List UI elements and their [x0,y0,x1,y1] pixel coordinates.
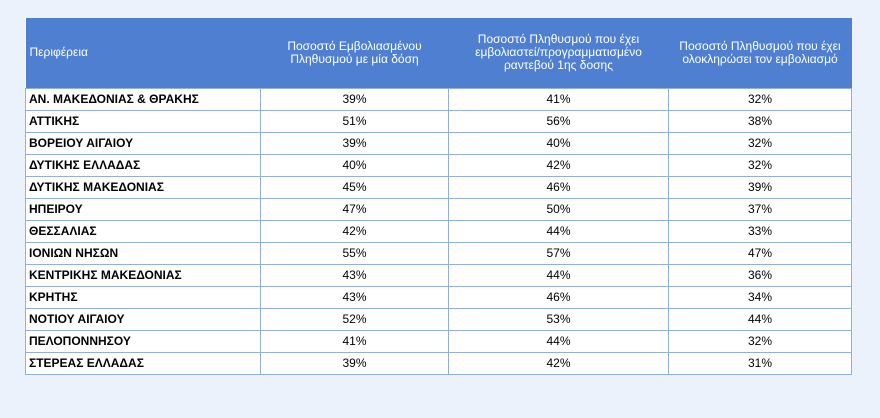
cell-region: ΙΟΝΙΩΝ ΝΗΣΩΝ [26,242,261,264]
table-row [26,220,852,242]
header-one-dose-pct: Ποσοστό Εμβολιασμένου Πληθυσμού με μία δόση [287,38,422,66]
cell-region: ΔΥΤΙΚΗΣ ΕΛΛΑΔΑΣ [26,154,261,176]
cell-vaccinated-or-scheduled-pct: 53% [449,308,669,330]
table-row [26,110,852,132]
table-row [26,264,852,286]
cell-vaccinated-or-scheduled-pct: 40% [449,132,669,154]
cell-region: ΑΝ. ΜΑΚΕΔΟΝΙΑΣ & ΘΡΑΚΗΣ [26,88,261,110]
cell-vaccinated-or-scheduled-pct: 44% [449,220,669,242]
cell-vaccinated-or-scheduled-pct: 42% [449,352,669,374]
header-row [26,18,852,88]
cell-fully-vaccinated-pct: 33% [669,220,852,242]
cell-vaccinated-or-scheduled-pct: 46% [449,286,669,308]
table-row [26,242,852,264]
table-row [26,176,852,198]
cell-one-dose-pct: 40% [261,154,449,176]
cell-fully-vaccinated-pct: 36% [669,264,852,286]
cell-region: ΔΥΤΙΚΗΣ ΜΑΚΕΔΟΝΙΑΣ [26,176,261,198]
cell-vaccinated-or-scheduled-pct: 44% [449,330,669,352]
cell-one-dose-pct: 39% [261,88,449,110]
cell-vaccinated-or-scheduled-pct: 50% [449,198,669,220]
table-row [26,308,852,330]
cell-region: ΚΕΝΤΡΙΚΗΣ ΜΑΚΕΔΟΝΙΑΣ [26,264,261,286]
cell-region: ΝΟΤΙΟΥ ΑΙΓΑΙΟΥ [26,308,261,330]
cell-one-dose-pct: 42% [261,220,449,242]
table-row [26,132,852,154]
table-row [26,154,852,176]
cell-one-dose-pct: 47% [261,198,449,220]
header-fully-vaccinated-pct: Ποσοστό Πληθυσμού που έχει ολοκληρώσει τον εμβολιασμό [679,38,841,66]
cell-fully-vaccinated-pct: 31% [669,352,852,374]
cell-region: ΚΡΗΤΗΣ [26,286,261,308]
vaccination-table-container [25,18,851,375]
header-vaccinated-or-scheduled-pct: Ποσοστό Πληθυσμού που έχει εμβολιαστεί/προγραμματισμένο ραντεβού 1ης δοσης [475,32,642,73]
cell-one-dose-pct: 52% [261,308,449,330]
cell-one-dose-pct: 51% [261,110,449,132]
cell-region: ΠΕΛΟΠΟΝΝΗΣΟΥ [26,330,261,352]
cell-vaccinated-or-scheduled-pct: 41% [449,88,669,110]
cell-fully-vaccinated-pct: 32% [669,330,852,352]
cell-fully-vaccinated-pct: 37% [669,198,852,220]
header-region: Περιφέρεια [29,45,88,60]
table-row [26,352,852,374]
cell-one-dose-pct: 45% [261,176,449,198]
cell-region: ΗΠΕΙΡΟΥ [26,198,261,220]
cell-fully-vaccinated-pct: 47% [669,242,852,264]
cell-region: ΣΤΕΡΕΑΣ ΕΛΛΑΔΑΣ [26,352,261,374]
cell-vaccinated-or-scheduled-pct: 46% [449,176,669,198]
cell-fully-vaccinated-pct: 32% [669,88,852,110]
cell-vaccinated-or-scheduled-pct: 56% [449,110,669,132]
cell-one-dose-pct: 39% [261,132,449,154]
cell-vaccinated-or-scheduled-pct: 57% [449,242,669,264]
cell-fully-vaccinated-pct: 32% [669,154,852,176]
cell-fully-vaccinated-pct: 39% [669,176,852,198]
cell-fully-vaccinated-pct: 44% [669,308,852,330]
cell-fully-vaccinated-pct: 34% [669,286,852,308]
cell-fully-vaccinated-pct: 38% [669,110,852,132]
table-body [26,88,852,374]
cell-one-dose-pct: 39% [261,352,449,374]
table-row [26,330,852,352]
table-row [26,88,852,110]
table-row [26,198,852,220]
table-row [26,286,852,308]
cell-one-dose-pct: 55% [261,242,449,264]
cell-one-dose-pct: 43% [261,264,449,286]
cell-one-dose-pct: 41% [261,330,449,352]
cell-region: ΘΕΣΣΑΛΙΑΣ [26,220,261,242]
cell-vaccinated-or-scheduled-pct: 42% [449,154,669,176]
cell-region: ΒΟΡΕΙΟΥ ΑΙΓΑΙΟΥ [26,132,261,154]
cell-one-dose-pct: 43% [261,286,449,308]
table-header [26,18,852,88]
cell-region: ΑΤΤΙΚΗΣ [26,110,261,132]
vaccination-table [25,18,852,375]
cell-fully-vaccinated-pct: 32% [669,132,852,154]
cell-vaccinated-or-scheduled-pct: 44% [449,264,669,286]
